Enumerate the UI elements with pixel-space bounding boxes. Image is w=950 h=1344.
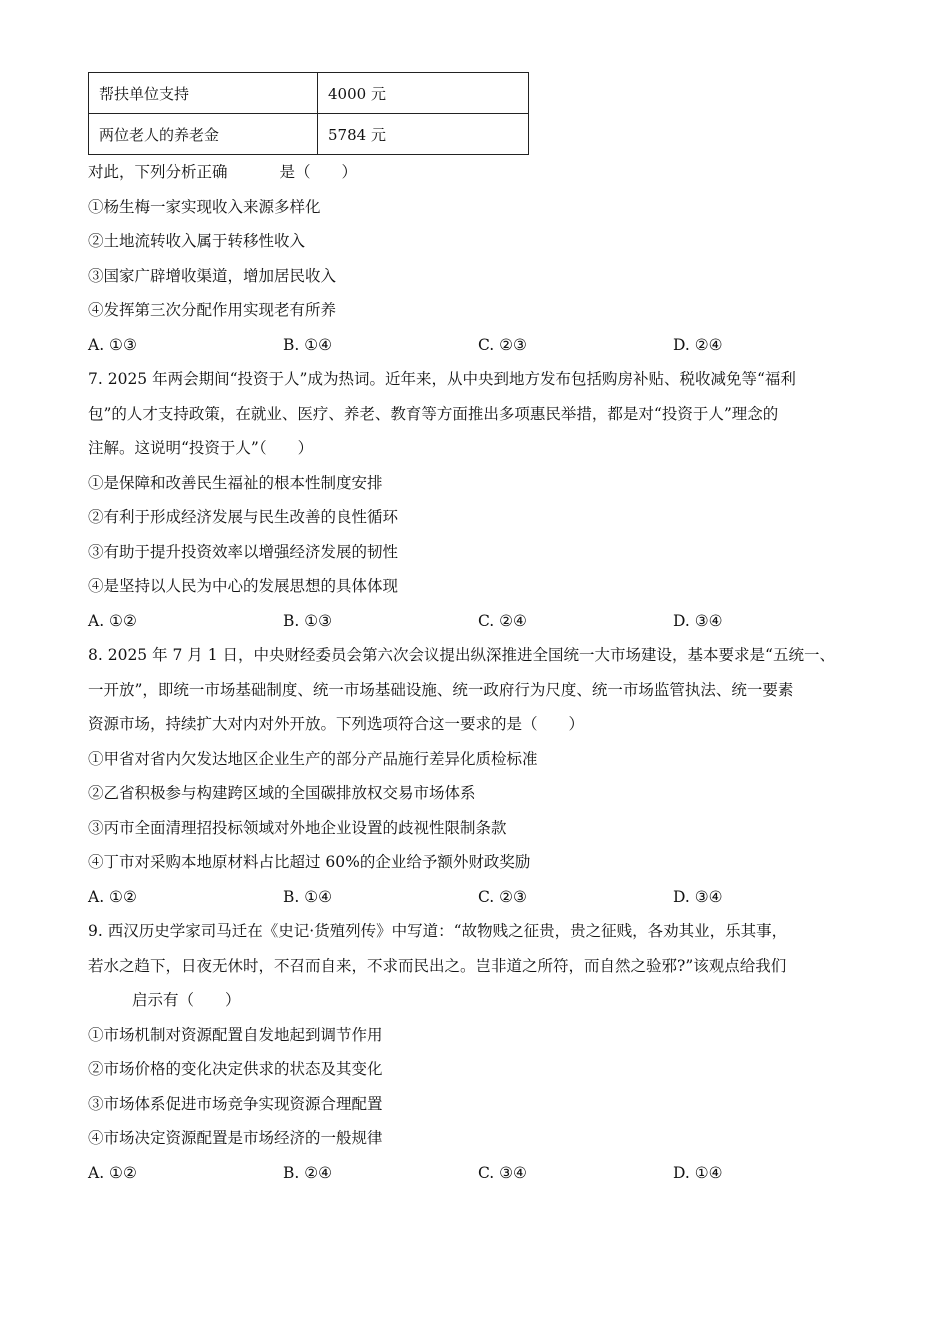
option-c[interactable]: C. ③④	[478, 1163, 527, 1182]
statement-item: ③国家广辟增收渠道，增加居民收入	[88, 266, 337, 285]
question-8	[88, 638, 878, 914]
table-row	[89, 114, 529, 155]
stem-part: 对此，下列分析正确	[88, 163, 228, 181]
income-table	[88, 72, 529, 155]
option-a[interactable]: A. ①②	[88, 1163, 137, 1182]
question-text: 若水之趋下，日夜无休时，不召而自来，不求而民出之。岂非道之所符，而自然之验邪?”该观点给我们	[88, 956, 787, 975]
option-a[interactable]: A. ①②	[88, 887, 137, 906]
option-c[interactable]: C. ②④	[478, 611, 527, 630]
question-text: 7. 2025 年两会期间“投资于人”成为热词。近年来，从中央到地方发布包括购房补贴、税收减免等“福利	[88, 370, 796, 388]
statement-item: ①甲省对省内欠发达地区企业生产的部分产品施行差异化质检标准	[88, 749, 538, 768]
option-b[interactable]: B. ②④	[283, 1163, 333, 1182]
question-9	[88, 914, 878, 1190]
question-text: 资源市场，持续扩大对内对外开放。下列选项符合这一要求的是（ ）	[88, 715, 585, 733]
table-cell-item: 帮扶单位支持	[89, 73, 318, 114]
option-c[interactable]: C. ②③	[478, 335, 527, 354]
statement-item: ③丙市全面清理招投标领域对外地企业设置的歧视性限制条款	[88, 818, 507, 837]
statement-item: ②土地流转收入属于转移性收入	[88, 232, 306, 250]
statement-item: ④市场决定资源配置是市场经济的一般规律	[88, 1129, 383, 1147]
question-6	[88, 155, 878, 362]
option-d[interactable]: D. ①④	[673, 1163, 723, 1182]
option-b[interactable]: B. ①④	[283, 335, 333, 354]
table-cell-amount: 4000 元	[318, 73, 529, 114]
statement-item: ④丁市对采购本地原材料占比超过 60%的企业给予额外财政奖励	[88, 853, 531, 871]
statement-item: ①是保障和改善民生福祉的根本性制度安排	[88, 473, 383, 492]
statement-item: ③有助于提升投资效率以增强经济发展的韧性	[88, 542, 399, 561]
table-cell-item: 两位老人的养老金	[89, 114, 318, 155]
statement-item: ①市场机制对资源配置自发地起到调节作用	[88, 1025, 383, 1044]
question-text: 8. 2025 年 7 月 1 日，中央财经委员会第六次会议提出纵深推进全国统一大市场建设，基本要求是“五统一、	[88, 646, 835, 664]
table-cell-amount: 5784 元	[318, 114, 529, 155]
stem-part: 是（ ）	[279, 163, 358, 181]
option-a[interactable]: A. ①③	[88, 335, 137, 354]
option-c[interactable]: C. ②③	[478, 887, 527, 906]
question-text: 9. 西汉历史学家司马迁在《史记·货殖列传》中写道：“故物贱之征贵，贵之征贱，各劝其业，乐其事，	[88, 922, 788, 940]
question-text: 启示有（ ）	[132, 991, 241, 1009]
option-b[interactable]: B. ①③	[283, 611, 333, 630]
statement-item: ④是坚持以人民为中心的发展思想的具体体现	[88, 577, 399, 595]
question-7	[88, 362, 878, 638]
answer-options	[88, 880, 878, 915]
answer-options	[88, 604, 878, 639]
answer-options	[88, 1156, 878, 1191]
option-d[interactable]: D. ②④	[673, 335, 723, 354]
statement-item: ②乙省积极参与构建跨区域的全国碳排放权交易市场体系	[88, 784, 476, 802]
answer-options	[88, 328, 878, 363]
statement-item: ②市场价格的变化决定供求的状态及其变化	[88, 1060, 383, 1078]
statement-item: ②有利于形成经济发展与民生改善的良性循环	[88, 508, 399, 526]
question-stem	[88, 155, 878, 190]
table-row	[89, 73, 529, 114]
statement-item: ①杨生梅一家实现收入来源多样化	[88, 197, 321, 216]
option-a[interactable]: A. ①②	[88, 611, 137, 630]
option-d[interactable]: D. ③④	[673, 611, 723, 630]
statement-item: ③市场体系促进市场竞争实现资源合理配置	[88, 1094, 383, 1113]
option-d[interactable]: D. ③④	[673, 887, 723, 906]
exam-page	[88, 72, 878, 1190]
question-text: 一开放”，即统一市场基础制度、统一市场基础设施、统一政府行为尺度、统一市场监管执法、统一要素	[88, 680, 794, 699]
question-text: 注解。这说明“投资于人”（ ）	[88, 439, 314, 457]
statement-item: ④发挥第三次分配作用实现老有所养	[88, 301, 337, 319]
question-text: 包”的人才支持政策，在就业、医疗、养老、教育等方面推出多项惠民举措，都是对“投资于人”理念的	[88, 404, 779, 423]
option-b[interactable]: B. ①④	[283, 887, 333, 906]
